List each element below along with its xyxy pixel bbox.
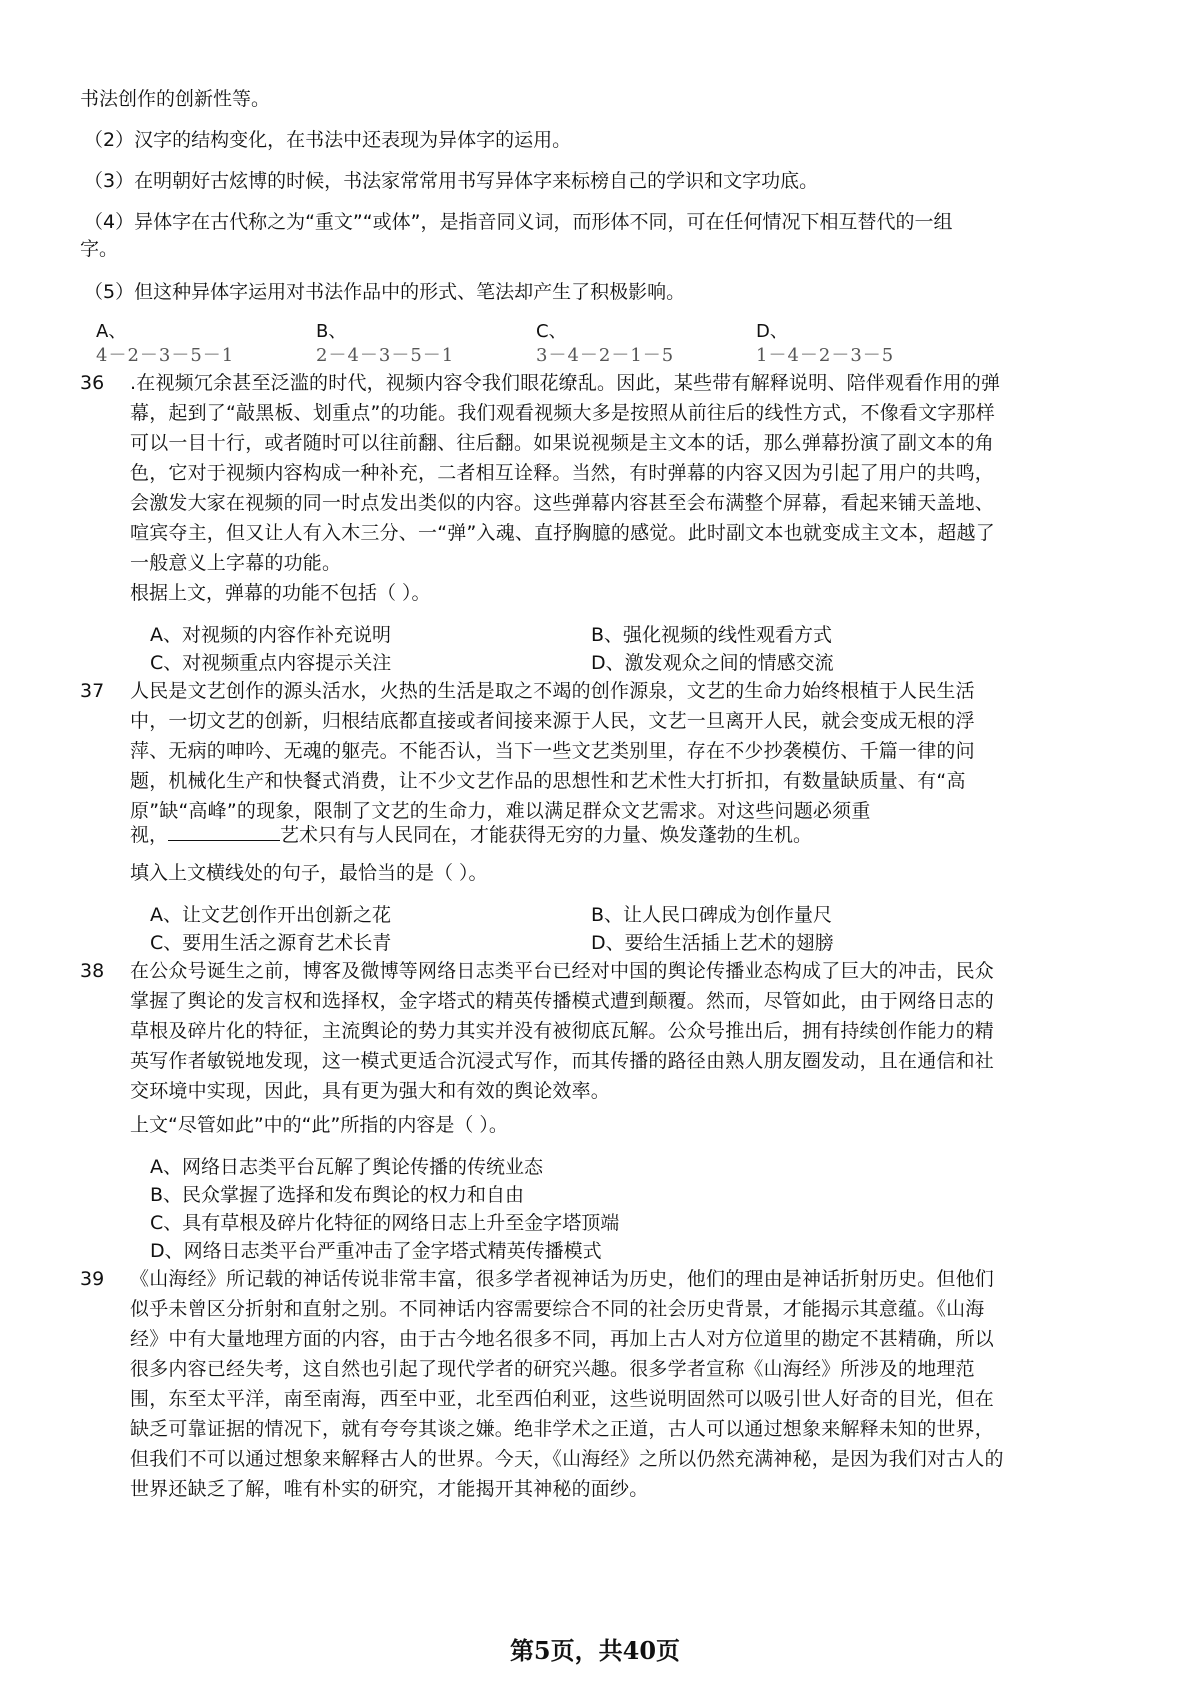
fill-in-blank[interactable] <box>168 820 280 841</box>
question-number: 36 <box>80 372 105 394</box>
q35-option-b[interactable] <box>316 320 454 368</box>
q38-option-c[interactable]: C、具有草根及碎片化特征的网络日志上升至金字塔顶端 <box>150 1212 620 1234</box>
option-sequence: 3－4－2－1－5 <box>536 345 675 366</box>
option-letter: A、 <box>96 321 127 342</box>
q38-option-a[interactable]: A、网络日志类平台瓦解了舆论传播的传统业态 <box>150 1156 543 1178</box>
sentence-2: （2）汉字的结构变化，在书法中还表现为异体字的运用。 <box>84 129 572 151</box>
q35-option-d[interactable] <box>756 320 894 368</box>
q37-option-c[interactable]: C、要用生活之源育艺术长青 <box>150 932 392 954</box>
q36-question: 根据上文，弹幕的功能不包括（ ）。 <box>130 582 431 604</box>
question-number: 38 <box>80 960 105 982</box>
question-number: 37 <box>80 680 105 702</box>
option-letter: B、 <box>316 321 347 342</box>
q36-option-a[interactable]: A、对视频的内容作补充说明 <box>150 624 391 646</box>
q37-passage: 人民是文艺创作的源头活水，火热的生活是取之不竭的创作源泉，文艺的生命力始终根植于人民生活中，一切文艺的创新，归根结底都直接或者间接来源于人民，文艺一旦离开人民，就会变成无根的浮萍、无病的呻吟、无魂的躯壳。不能否认，当下一些文艺类别里，存在不少抄袭模仿、千篇一律的问题，机械化生产和快餐式消费，让不少文艺作品的思想性和艺术性大打折扣，有数量缺质量、有“高原”缺“高峰”的现象，限制了文艺的生命力，难以满足群众文艺需求。对这些问题必须重 <box>130 680 975 822</box>
q37-question: 填入上文横线处的句子，最恰当的是（ ）。 <box>130 862 488 884</box>
q39-passage: 《山海经》所记载的神话传说非常丰富，很多学者视神话为历史，他们的理由是神话折射历史。但他们似乎未曾区分折射和直射之别。不同神话内容需要综合不同的社会历史背景，才能揭示其意蕴。《山海经》中有大量地理方面的内容，由于古今地名很多不同，再加上古人对方位道里的勘定不甚精确，所以很多内容已经失考，这自然也引起了现代学者的研究兴趣。很多学者宣称《山海经》所涉及的地理范围，东至太平洋，南至南海，西至中亚，北至西伯利亚，这些说明固然可以吸引世人好奇的目光，但在缺乏可靠证据的情况下，就有夸夸其谈之嫌。绝非学术之正道，古人可以通过想象来解释未知的世界，但我们不可以通过想象来解释古人的世界。今天，《山海经》之所以仍然充满神秘，是因为我们对古人的世界还缺乏了解，唯有朴实的研究，才能揭开其神秘的面纱。 <box>130 1268 1004 1500</box>
option-letter: D、 <box>756 321 788 342</box>
q38-option-d[interactable]: D、网络日志类平台严重冲击了金字塔式精英传播模式 <box>150 1240 602 1262</box>
q38-question: 上文“尽管如此”中的“此”所指的内容是（ ）。 <box>130 1114 508 1136</box>
sentence-3: （3）在明朝好古炫博的时候，书法家常常用书写异体字来标榜自己的学识和文字功底。 <box>84 170 819 192</box>
continuation-text: 书法创作的创新性等。 <box>80 88 271 110</box>
q35-option-a[interactable] <box>96 320 234 368</box>
sentence-5: （5）但这种异体字运用对书法作品中的形式、笔法却产生了积极影响。 <box>84 281 686 303</box>
q36-option-d[interactable]: D、激发观众之间的情感交流 <box>591 652 834 674</box>
option-sequence: 1－4－2－3－5 <box>756 345 895 366</box>
option-sequence: 4－2－3－5－1 <box>96 345 235 366</box>
passage-end-start: 视， <box>130 824 169 846</box>
passage-end-rest: 艺术只有与人民同在，才能获得无穷的力量、焕发蓬勃的生机。 <box>280 824 813 846</box>
option-sequence: 2－4－3－5－1 <box>316 345 455 366</box>
question-number: 39 <box>80 1268 105 1290</box>
q36-option-c[interactable]: C、对视频重点内容提示关注 <box>150 652 392 674</box>
q37-option-b[interactable]: B、让人民口碑成为创作量尺 <box>591 904 833 926</box>
sentence-4: （4）异体字在古代称之为“重文”“或体”，是指音同义词，而形体不同，可在任何情况下相互替代的一组 <box>84 211 953 233</box>
q37-option-d[interactable]: D、要给生活插上艺术的翅膀 <box>591 932 834 954</box>
q37-option-a[interactable]: A、让文艺创作开出创新之花 <box>150 904 391 926</box>
option-letter: C、 <box>536 321 567 342</box>
page-footer: 第5页，共40页 <box>509 1636 681 1665</box>
q37-passage-end <box>130 820 812 848</box>
q36-passage: .在视频冗余甚至泛滥的时代，视频内容令我们眼花缭乱。因此，某些带有解释说明、陪伴观看作用的弹幕，起到了“敲黑板、划重点”的功能。我们观看视频大多是按照从前往后的线性方式，不像看文字那样可以一目十行，或者随时可以往前翻、往后翻。如果说视频是主文本的话，那么弹幕扮演了副文本的角色，它对于视频内容构成一种补充，二者相互诠释。当然，有时弹幕的内容又因为引起了用户的共鸣，会激发大家在视频的同一时点发出类似的内容。这些弹幕内容甚至会布满整个屏幕，看起来铺天盖地、喧宾夺主，但又让人有入木三分、一“弹”入魂、直抒胸臆的感觉。此时副文本也就变成主文本，超越了一般意义上字幕的功能。 <box>130 372 1001 574</box>
q35-option-c[interactable] <box>536 320 674 368</box>
sentence-4-cont: 字。 <box>80 238 119 260</box>
q38-option-b[interactable]: B、民众掌握了选择和发布舆论的权力和自由 <box>150 1184 525 1206</box>
q38-passage: 在公众号诞生之前，博客及微博等网络日志类平台已经对中国的舆论传播业态构成了巨大的冲击，民众掌握了舆论的发言权和选择权，金字塔式的精英传播模式遭到颠覆。然而，尽管如此，由于网络日志的草根及碎片化的特征，主流舆论的势力其实并没有被彻底瓦解。公众号推出后，拥有持续创作能力的精英写作者敏锐地发现，这一模式更适合沉浸式写作，而其传播的路径由熟人朋友圈发动，且在通信和社交环境中实现，因此，具有更为强大和有效的舆论效率。 <box>130 960 995 1102</box>
q36-option-b[interactable]: B、强化视频的线性观看方式 <box>591 624 833 646</box>
